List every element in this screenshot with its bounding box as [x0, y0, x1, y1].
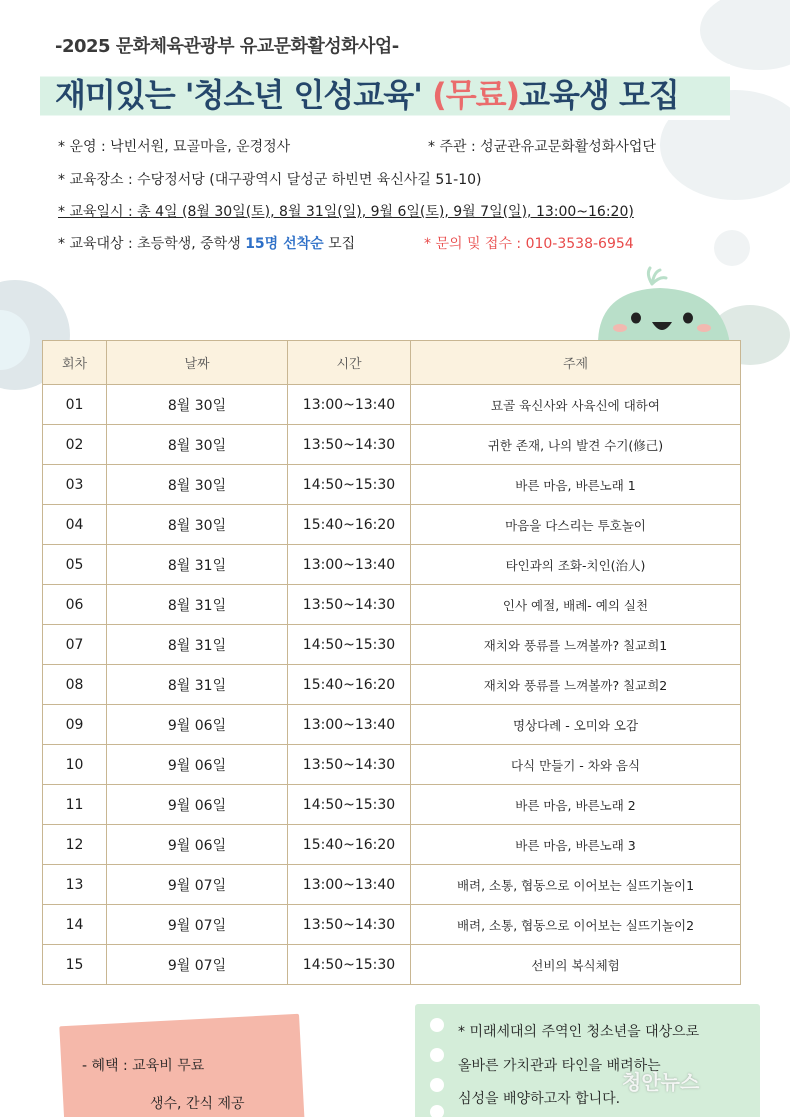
- whale-mascot-illustration: [590, 258, 740, 344]
- table-row: [43, 745, 741, 785]
- topic-cell: 명상다례 - 오미와 오감: [411, 705, 741, 745]
- table-row: [43, 665, 741, 705]
- table-row: [43, 465, 741, 505]
- date-cell: 9월 06일: [107, 785, 288, 825]
- topic-cell: 선비의 복식체험: [411, 945, 741, 985]
- schedule-table: [42, 340, 741, 985]
- info-schedule: * 교육일시 : 총 4일 (8월 30일(토), 8월 31일(일), 9월 6일(토), 9월 7일(일), 13:00~16:20): [58, 204, 634, 220]
- session-cell: 04: [43, 505, 107, 545]
- table-row: [43, 505, 741, 545]
- time-cell: 13:00~13:40: [288, 385, 411, 425]
- purpose-line-2: 올바른 가치관과 타인을 배려하는: [458, 1058, 661, 1074]
- time-cell: 14:50~15:30: [288, 625, 411, 665]
- topic-cell: 배려, 소통, 협동으로 이어보는 실뜨기놀이1: [411, 865, 741, 905]
- table-row: [43, 625, 741, 665]
- title-main-text: 재미있는 '청소년 인성교육': [55, 76, 433, 114]
- topic-cell: 바른 마음, 바른노래 2: [411, 785, 741, 825]
- date-cell: 8월 31일: [107, 585, 288, 625]
- title-end-text: 교육생 모집: [519, 76, 679, 114]
- program-subtitle: -2025 문화체육관광부 유교문화활성화사업-: [55, 36, 399, 57]
- topic-cell: 바른 마음, 바른노래 3: [411, 825, 741, 865]
- time-cell: 13:50~14:30: [288, 585, 411, 625]
- table-row: [43, 705, 741, 745]
- title-free-tag: (무료): [432, 76, 520, 114]
- time-cell: 15:40~16:20: [288, 665, 411, 705]
- purpose-line-1: * 미래세대의 주역인 청소년을 대상으로: [458, 1024, 700, 1040]
- session-cell: 07: [43, 625, 107, 665]
- session-cell: 14: [43, 905, 107, 945]
- table-row: [43, 905, 741, 945]
- topic-cell: 재치와 풍류를 느껴볼까? 칠교희2: [411, 665, 741, 705]
- background-blob: [700, 0, 790, 70]
- topic-cell: 귀한 존재, 나의 발견 수기(修己): [411, 425, 741, 465]
- time-cell: 14:50~15:30: [288, 945, 411, 985]
- session-cell: 13: [43, 865, 107, 905]
- topic-cell: 인사 예절, 배례- 예의 실천: [411, 585, 741, 625]
- session-cell: 11: [43, 785, 107, 825]
- date-cell: 8월 30일: [107, 385, 288, 425]
- info-target-suffix: 모집: [323, 236, 356, 252]
- session-cell: 05: [43, 545, 107, 585]
- purpose-line-3: 심성을 배양하고자 합니다.: [458, 1091, 621, 1107]
- table-row: [43, 785, 741, 825]
- session-cell: 02: [43, 425, 107, 465]
- session-cell: 08: [43, 665, 107, 705]
- time-cell: 13:50~14:30: [288, 745, 411, 785]
- table-row: [43, 425, 741, 465]
- date-cell: 8월 31일: [107, 545, 288, 585]
- header-session: 회차: [43, 341, 107, 385]
- info-target-label: * 교육대상 : 초등학생, 중학생: [58, 236, 246, 252]
- info-venue: * 교육장소 : 수당정서당 (대구광역시 달성군 하빈면 육신사길 51-10): [58, 172, 482, 188]
- time-cell: 13:50~14:30: [288, 905, 411, 945]
- time-cell: 14:50~15:30: [288, 465, 411, 505]
- topic-cell: 묘골 육신사와 사육신에 대하여: [411, 385, 741, 425]
- session-cell: 12: [43, 825, 107, 865]
- topic-cell: 다식 만들기 - 차와 음식: [411, 745, 741, 785]
- notepad-ring-icon: [430, 1018, 444, 1032]
- poster-title: [55, 70, 735, 116]
- session-cell: 15: [43, 945, 107, 985]
- date-cell: 8월 30일: [107, 425, 288, 465]
- date-cell: 8월 31일: [107, 625, 288, 665]
- date-cell: 8월 31일: [107, 665, 288, 705]
- benefit-line-2: 생수, 간식 제공: [150, 1096, 245, 1112]
- time-cell: 13:00~13:40: [288, 865, 411, 905]
- table-body: [43, 385, 741, 985]
- table-row: [43, 945, 741, 985]
- notepad-ring-icon: [430, 1048, 444, 1062]
- topic-cell: 마음을 다스리는 투호놀이: [411, 505, 741, 545]
- time-cell: 13:00~13:40: [288, 705, 411, 745]
- time-cell: 13:50~14:30: [288, 425, 411, 465]
- table-row: [43, 865, 741, 905]
- news-watermark: 청안뉴스: [622, 1070, 700, 1094]
- table-row: [43, 585, 741, 625]
- header-time: 시간: [288, 341, 411, 385]
- session-cell: 03: [43, 465, 107, 505]
- info-organizer: * 주관 : 성균관유교문화활성화사업단: [428, 139, 656, 155]
- time-cell: 15:40~16:20: [288, 505, 411, 545]
- benefit-line-1: - 혜택 : 교육비 무료: [82, 1058, 205, 1074]
- date-cell: 8월 30일: [107, 505, 288, 545]
- session-cell: 10: [43, 745, 107, 785]
- info-target: [58, 233, 355, 253]
- time-cell: 15:40~16:20: [288, 825, 411, 865]
- date-cell: 9월 06일: [107, 825, 288, 865]
- info-target-highlight: 15명 선착순: [245, 236, 324, 252]
- notepad-ring-icon: [430, 1105, 444, 1117]
- topic-cell: 바른 마음, 바른노래 1: [411, 465, 741, 505]
- time-cell: 14:50~15:30: [288, 785, 411, 825]
- topic-cell: 재치와 풍류를 느껴볼까? 칠교희1: [411, 625, 741, 665]
- session-cell: 09: [43, 705, 107, 745]
- table-header-row: [43, 341, 741, 385]
- header-topic: 주제: [411, 341, 741, 385]
- info-contact: * 문의 및 접수 : 010-3538-6954: [424, 236, 634, 252]
- info-operation: * 운영 : 낙빈서원, 묘골마을, 운경정사: [58, 139, 291, 155]
- session-cell: 06: [43, 585, 107, 625]
- header-date: 날짜: [107, 341, 288, 385]
- notepad-ring-icon: [430, 1078, 444, 1092]
- date-cell: 9월 06일: [107, 705, 288, 745]
- date-cell: 9월 07일: [107, 945, 288, 985]
- date-cell: 9월 06일: [107, 745, 288, 785]
- table-row: [43, 385, 741, 425]
- topic-cell: 배려, 소통, 협동으로 이어보는 실뜨기놀이2: [411, 905, 741, 945]
- table-row: [43, 825, 741, 865]
- topic-cell: 타인과의 조화-치인(治人): [411, 545, 741, 585]
- session-cell: 01: [43, 385, 107, 425]
- date-cell: 9월 07일: [107, 865, 288, 905]
- date-cell: 9월 07일: [107, 905, 288, 945]
- date-cell: 8월 30일: [107, 465, 288, 505]
- time-cell: 13:00~13:40: [288, 545, 411, 585]
- table-row: [43, 545, 741, 585]
